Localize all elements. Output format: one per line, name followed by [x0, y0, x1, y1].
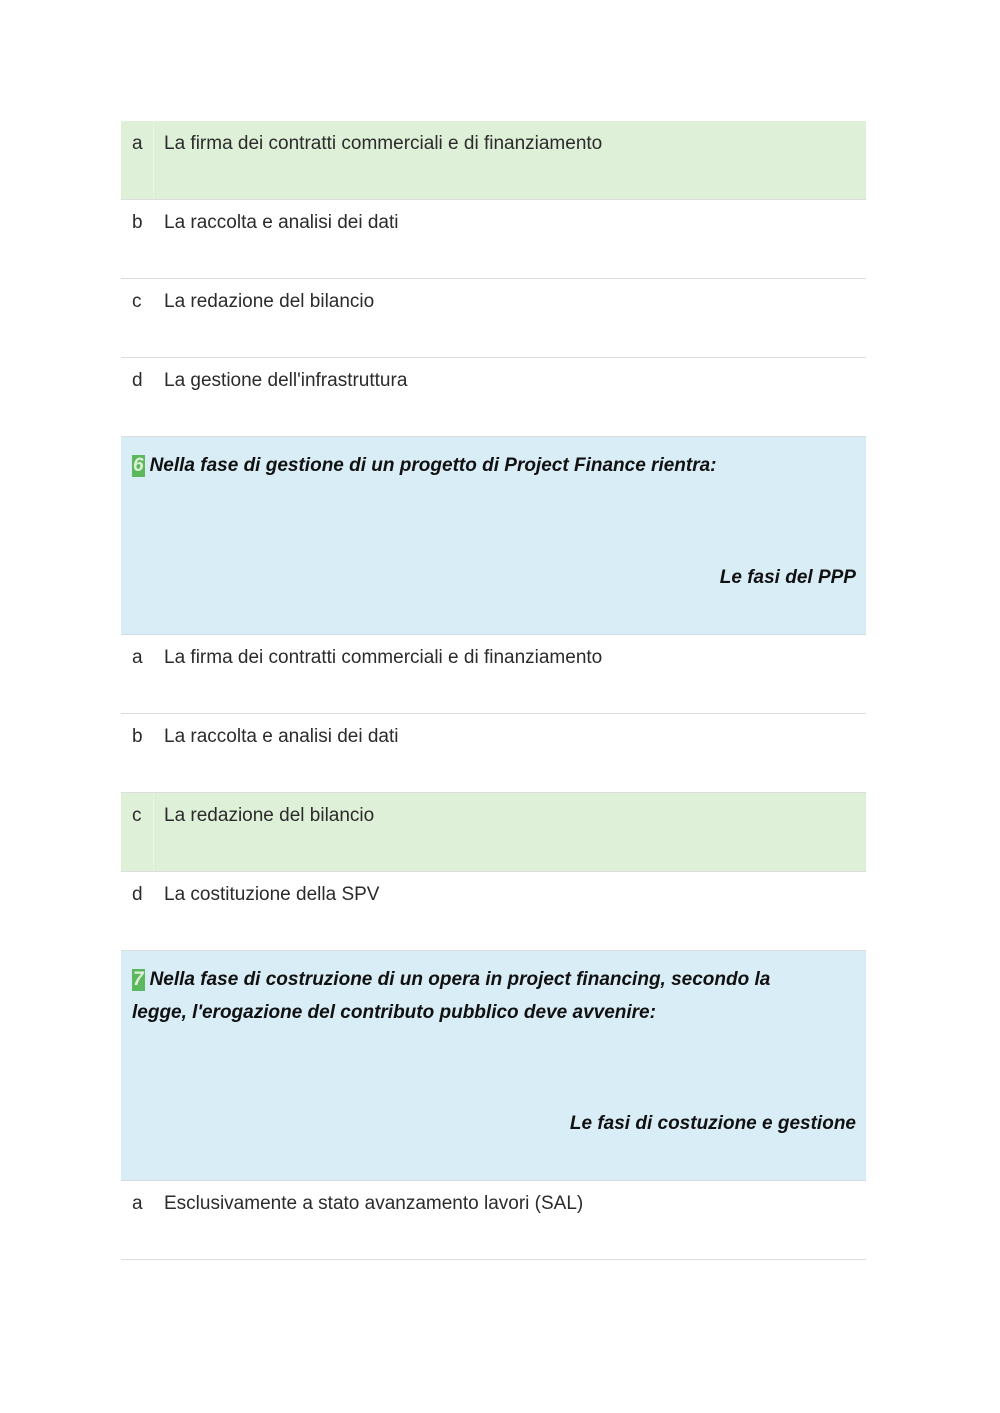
- question-topic: Le fasi di costuzione e gestione: [569, 1113, 856, 1134]
- answer-row: [121, 635, 866, 714]
- answer-letter: a: [132, 1193, 143, 1214]
- answer-text: Esclusivamente a stato avanzamento lavori (SAL): [164, 1193, 584, 1214]
- answer-row-correct: [121, 793, 866, 872]
- answer-letter: a: [132, 647, 143, 668]
- answer-letter: b: [132, 212, 143, 233]
- answer-letter: b: [132, 726, 143, 747]
- answer-letter: d: [132, 884, 143, 905]
- question-header: [121, 951, 866, 1181]
- question-body: [132, 449, 826, 482]
- answer-text: La raccolta e analisi dei dati: [164, 212, 399, 233]
- answer-letter: a: [121, 121, 154, 199]
- question-text: Nella fase di costruzione di un opera in project financing, secondo la legge, l'erogazione del contributo pubblico deve avvenire:: [132, 969, 771, 1023]
- question-number-badge: 6: [133, 455, 144, 476]
- answer-text: La redazione del bilancio: [164, 291, 375, 312]
- answer-letter: c: [121, 793, 154, 871]
- answer-row: [121, 358, 866, 437]
- answer-row: [121, 279, 866, 358]
- answer-text: La gestione dell'infrastruttura: [164, 370, 408, 391]
- answer-text: La firma dei contratti commerciali e di finanziamento: [164, 133, 603, 154]
- answer-text: La redazione del bilancio: [164, 805, 375, 826]
- answer-row: [121, 200, 866, 279]
- answer-row-correct: [121, 121, 866, 200]
- answer-row: [121, 714, 866, 793]
- answer-text: La firma dei contratti commerciali e di finanziamento: [164, 647, 603, 668]
- answer-text: La raccolta e analisi dei dati: [164, 726, 399, 747]
- answer-text: La costituzione della SPV: [164, 884, 380, 905]
- question-body: [132, 963, 826, 1029]
- answer-row: [121, 872, 866, 951]
- answer-letter: c: [132, 291, 142, 312]
- question-text: Nella fase di gestione di un progetto di Project Finance rientra:: [149, 455, 717, 476]
- question-header: [121, 437, 866, 635]
- answer-row: [121, 1181, 866, 1260]
- question-topic: Le fasi del PPP: [719, 567, 856, 588]
- quiz-sheet: [121, 121, 866, 1260]
- answer-letter: d: [132, 370, 143, 391]
- question-number-badge: 7: [133, 969, 144, 990]
